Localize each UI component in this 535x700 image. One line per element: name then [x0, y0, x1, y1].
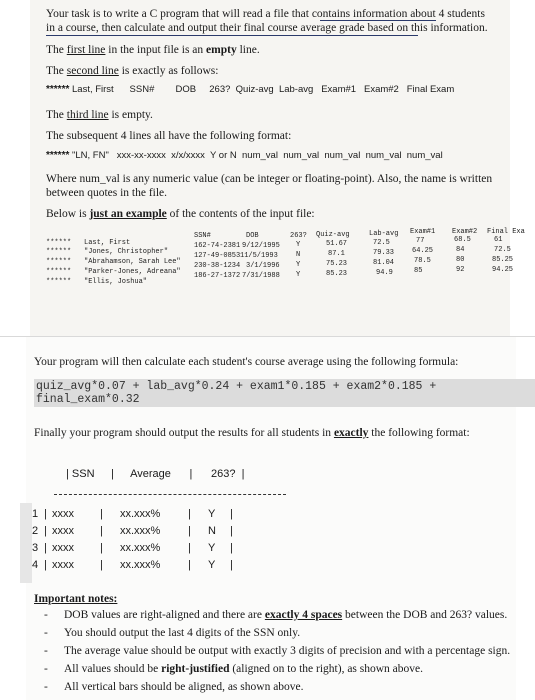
output-dashes: [54, 494, 286, 495]
example-row-1-exam2: 68.5: [454, 236, 471, 244]
example-row-2-name: "Abrahamson, Sarah Lee": [84, 258, 181, 266]
example-header-final: Final Exa: [487, 228, 525, 236]
header-263: 263?: [210, 468, 236, 480]
example-file-block: [46, 228, 525, 288]
third-line-text: The third line is empty.: [46, 109, 153, 121]
note-item: - The average value should be output with exactly 3 digits of precision and with a percentage sign.: [44, 645, 511, 657]
header-average: Average: [130, 468, 171, 480]
handwritten-underline: [320, 20, 436, 21]
row-ssn: xxxx: [52, 525, 74, 537]
example-row-4-ssn: 186-27-1372: [194, 272, 241, 280]
row-flag: N: [208, 525, 216, 537]
row-average: xx.xxx%: [120, 542, 161, 554]
output-header: | SSN | Average | 263? |: [66, 468, 245, 480]
where-line-1: Where num_val is any numeric value (can be integer or floating-point). Also, the name is written: [46, 173, 493, 185]
formula-code: quiz_avg*0.07 + lab_avg*0.24 + exam1*0.185 + exam2*0.185 + final_exam*0.32: [34, 379, 535, 407]
example-row-2-exam1: 64.25: [412, 247, 434, 255]
row-number: 2: [32, 525, 39, 537]
intro-line-2: in a course, then calculate and output their final course average grade based on this information.: [46, 22, 488, 34]
example-header-quiz: Quiz-avg: [316, 231, 350, 239]
example-header-dob: DOB: [246, 232, 259, 240]
example-row-3-final: 85.25: [492, 256, 514, 264]
line-format: ****** "LN, FN" xxx-xx-xxxx x/x/xxxx Y or N num_val num_val num_val num_val num_val: [46, 150, 443, 161]
example-row-4-dob: 7/31/1988: [242, 272, 280, 280]
example-row-4-quiz: 85.23: [326, 270, 348, 278]
example-row-1-exam1: 77: [416, 237, 425, 245]
example-row-3-dob: 3/1/1996: [246, 262, 280, 270]
example-row-2-dob: 11/5/1993: [240, 252, 278, 260]
example-header-name: Last, First: [84, 239, 131, 247]
example-stars: ******: [46, 248, 72, 256]
subsequent-text: The subsequent 4 lines all have the following format:: [46, 130, 292, 142]
first-line-text: The first line in the input file is an empty line.: [46, 44, 260, 56]
example-row-2-final: 72.5: [494, 246, 511, 254]
example-stars: ******: [46, 278, 72, 286]
example-row-3-exam2: 80: [456, 256, 465, 264]
header-ssn: SSN: [71, 468, 95, 480]
output-row: 1 | xxxx | xx.xxx% | Y |: [32, 508, 233, 520]
example-row-3-ssn: 230-38-1234: [194, 262, 241, 270]
example-header-lab: Lab-avg: [369, 230, 399, 238]
row-flag: Y: [208, 508, 216, 520]
formula-intro: Your program will then calculate each student's course average using the following formula:: [34, 356, 459, 368]
example-stars: ******: [46, 239, 72, 247]
row-flag: Y: [208, 559, 216, 571]
example-row-1-dob: 9/12/1995: [242, 242, 280, 250]
example-stars: ******: [46, 258, 72, 266]
example-row-4-263: Y: [296, 271, 301, 279]
row-number: 4: [32, 559, 39, 571]
example-row-3-lab: 81.04: [373, 259, 395, 267]
example-row-1-final: 61: [494, 236, 503, 244]
example-row-3-exam1: 78.5: [414, 257, 431, 265]
example-row-4-final: 94.25: [492, 266, 514, 274]
note-item: - DOB values are right-aligned and there are exactly 4 spaces between the DOB and 263? values.: [44, 609, 508, 621]
example-header-263: 263?: [290, 232, 307, 240]
example-row-1-name: "Jones, Christopher": [84, 248, 169, 256]
example-header-ssn: SSN#: [194, 232, 211, 240]
example-row-4-name: "Ellis, Joshua": [84, 278, 148, 286]
page-divider: [0, 336, 535, 337]
example-row-1-lab: 72.5: [373, 239, 390, 247]
example-intro: Below is just an example of the contents of the input file:: [46, 208, 315, 220]
example-header-exam2: Exam#2: [452, 228, 478, 236]
where-line-2: between quotes in the file.: [46, 187, 168, 199]
example-row-4-exam2: 92: [456, 266, 465, 274]
row-flag: Y: [208, 542, 216, 554]
example-row-4-lab: 94.9: [376, 269, 393, 277]
example-row-2-263: N: [296, 251, 301, 259]
row-average: xx.xxx%: [120, 508, 161, 520]
output-row: 2 | xxxx | xx.xxx% | N |: [32, 525, 233, 537]
example-row-4-exam1: 85: [414, 267, 423, 275]
row-number: 1: [32, 508, 39, 520]
row-ssn: xxxx: [52, 559, 74, 571]
example-row-2-lab: 79.33: [373, 249, 395, 257]
second-line-text: The second line is exactly as follows:: [46, 65, 219, 77]
example-row-1-ssn: 162-74-2381: [194, 242, 241, 250]
intro-line-1: Your task is to write a C program that will read a file that contains information about 4 students: [46, 8, 485, 20]
row-ssn: xxxx: [52, 508, 74, 520]
example-row-3-263: Y: [296, 261, 301, 269]
example-stars: ******: [46, 268, 72, 276]
handwritten-underline: [46, 35, 418, 36]
note-item: - You should output the last 4 digits of the SSN only.: [44, 627, 301, 639]
example-row-2-exam2: 84: [456, 246, 465, 254]
example-row-2-quiz: 87.1: [328, 250, 345, 258]
example-row-3-name: "Parker-Jones, Adreana": [84, 268, 181, 276]
row-average: xx.xxx%: [120, 559, 161, 571]
output-row: 3 | xxxx | xx.xxx% | Y |: [32, 542, 233, 554]
example-row-1-quiz: 51.67: [326, 240, 348, 248]
example-row-1-263: Y: [296, 241, 301, 249]
notes-title: Important notes:: [34, 593, 118, 605]
output-intro: Finally your program should output the results for all students in exactly the following format:: [34, 427, 470, 439]
row-average: xx.xxx%: [120, 525, 161, 537]
header-format-line: ****** Last, First SSN# DOB 263? Quiz-avg Lab-avg Exam#1 Exam#2 Final Exam: [46, 84, 455, 95]
output-row: 4 | xxxx | xx.xxx% | Y |: [32, 559, 233, 571]
row-ssn: xxxx: [52, 542, 74, 554]
example-header-exam1: Exam#1: [410, 228, 436, 236]
note-item: - All values should be right-justified (aligned on to the right), as shown above.: [44, 663, 424, 675]
example-row-2-ssn: 127-49-0853: [194, 252, 241, 260]
row-number: 3: [32, 542, 39, 554]
example-row-3-quiz: 75.23: [326, 260, 348, 268]
note-item: - All vertical bars should be aligned, as shown above.: [44, 681, 304, 693]
